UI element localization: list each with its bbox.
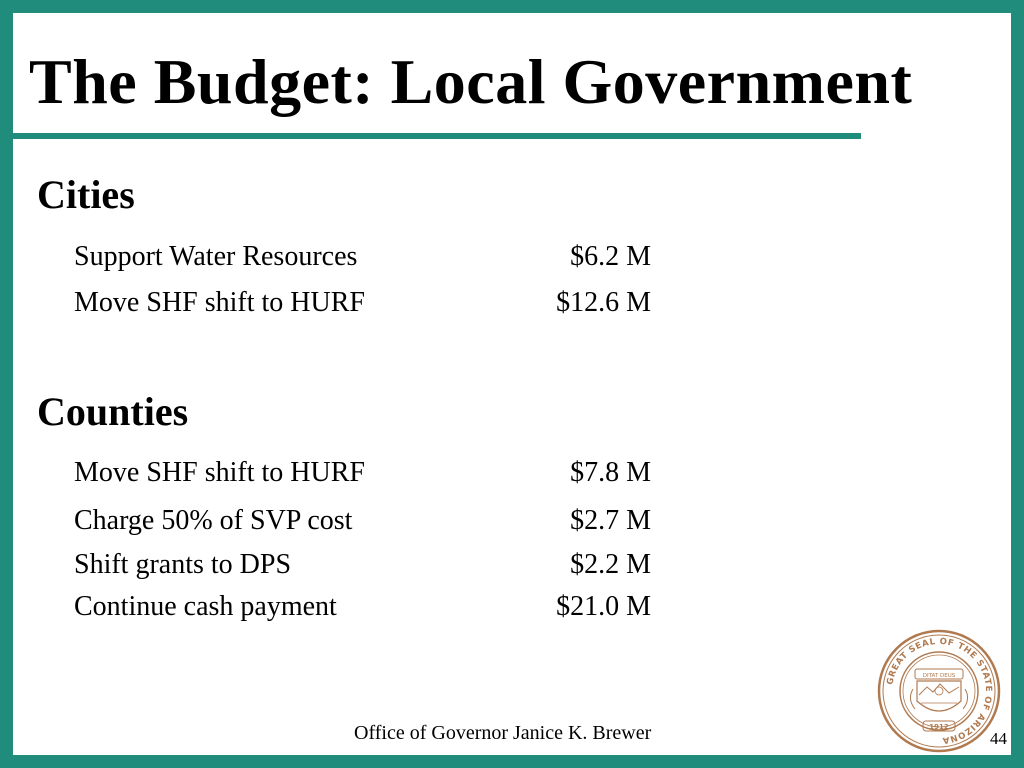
slide-title: The Budget: Local Government: [29, 46, 913, 117]
item-label: Shift grants to DPS: [74, 549, 292, 580]
list-item: [74, 548, 651, 582]
list-item: [74, 456, 651, 490]
item-amount: $21.0 M: [556, 591, 651, 622]
list-item: [74, 286, 651, 320]
section-heading-cities: Cities: [37, 172, 135, 217]
item-amount: $12.6 M: [556, 287, 651, 318]
item-amount: $6.2 M: [570, 241, 651, 272]
footer-credit: Office of Governor Janice K. Brewer: [354, 722, 652, 744]
seal-ring-text: GREAT SEAL OF THE STATE OF ARIZONA: [885, 636, 994, 746]
state-seal-icon: [877, 629, 1001, 753]
item-label: Move SHF shift to HURF: [74, 287, 365, 318]
title-underline: [13, 133, 861, 139]
item-amount: $2.7 M: [570, 505, 651, 536]
section-heading-counties: Counties: [37, 389, 189, 434]
list-item: [74, 504, 651, 538]
item-label: Charge 50% of SVP cost: [74, 505, 353, 536]
item-amount: $7.8 M: [570, 457, 651, 488]
item-label: Move SHF shift to HURF: [74, 457, 365, 488]
list-item: [74, 590, 651, 624]
seal-year: 1912: [929, 723, 949, 731]
page-number: 44: [990, 729, 1007, 748]
item-label: Support Water Resources: [74, 241, 358, 272]
item-amount: $2.2 M: [570, 549, 651, 580]
item-label: Continue cash payment: [74, 591, 337, 622]
seal-motto: DITAT DEUS: [922, 673, 956, 679]
list-item: [74, 240, 651, 274]
